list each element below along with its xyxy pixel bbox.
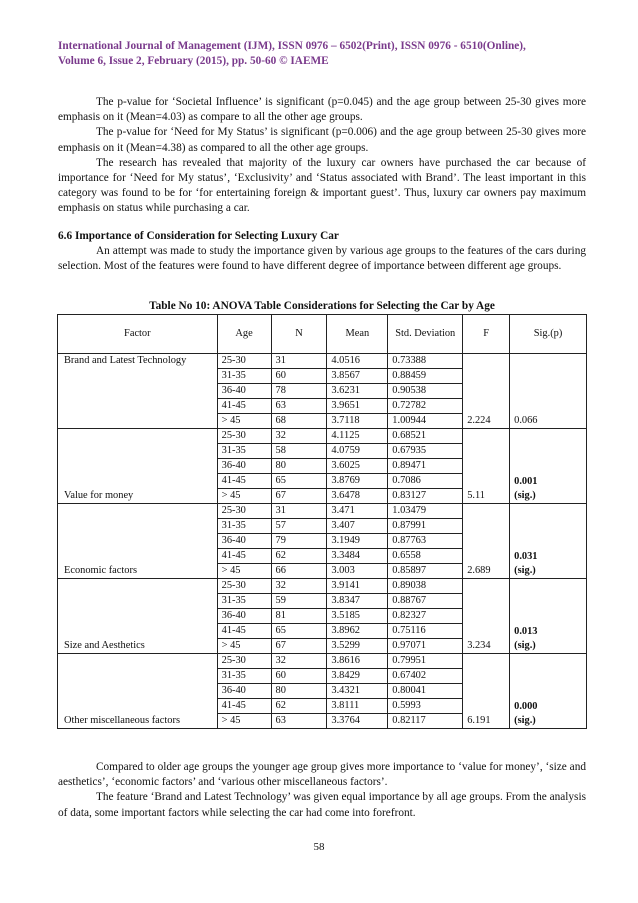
age-cell: 36-40 [217, 459, 271, 474]
n-cell: 62 [271, 699, 327, 714]
n-cell: 79 [271, 534, 327, 549]
sd-cell: 0.87763 [388, 534, 463, 549]
n-cell: 66 [271, 564, 327, 579]
mean-cell: 3.3484 [327, 549, 388, 564]
sig-value: 0.066 [514, 415, 538, 426]
header-age: Age [217, 315, 271, 354]
n-cell: 31 [271, 354, 327, 369]
header-mean: Mean [327, 315, 388, 354]
n-cell: 80 [271, 459, 327, 474]
age-cell: 41-45 [217, 399, 271, 414]
factor-cell: Economic factors [58, 504, 218, 579]
n-cell: 65 [271, 624, 327, 639]
sd-cell: 1.03479 [388, 504, 463, 519]
mean-cell: 3.4321 [327, 684, 388, 699]
f-value-cell: 2.224 [463, 354, 510, 429]
mean-cell: 3.8769 [327, 474, 388, 489]
sd-cell: 0.85897 [388, 564, 463, 579]
n-cell: 65 [271, 474, 327, 489]
n-cell: 32 [271, 579, 327, 594]
age-cell: 41-45 [217, 474, 271, 489]
age-cell: 36-40 [217, 609, 271, 624]
sd-cell: 0.68521 [388, 429, 463, 444]
factor-cell: Size and Aesthetics [58, 579, 218, 654]
age-cell: 31-35 [217, 669, 271, 684]
age-cell: 41-45 [217, 549, 271, 564]
paragraph-brand-technology: The feature ‘Brand and Latest Technology’ was given equal importance by all age groups. From the analysis of data, some important factors while selecting the car had come into forefront. [58, 791, 586, 819]
section-6-6 [58, 229, 586, 275]
sd-cell: 0.67935 [388, 444, 463, 459]
age-cell: 25-30 [217, 654, 271, 669]
age-cell: > 45 [217, 489, 271, 504]
sig-cell [510, 429, 587, 504]
sd-cell: 0.83127 [388, 489, 463, 504]
n-cell: 60 [271, 369, 327, 384]
table-row [58, 504, 587, 519]
sig-value: 0.031 [514, 551, 538, 562]
n-cell: 80 [271, 684, 327, 699]
sd-cell: 0.73388 [388, 354, 463, 369]
sd-cell: 1.00944 [388, 414, 463, 429]
age-cell: 41-45 [217, 624, 271, 639]
mean-cell: 3.407 [327, 519, 388, 534]
f-value-cell: 5.11 [463, 429, 510, 504]
sd-cell: 0.90538 [388, 384, 463, 399]
paragraph-younger-groups: Compared to older age groups the younger age group gives more importance to ‘value for money’, ‘size and aesthetics’, ‘economic factors’ and ‘various other miscellaneous factors’. [58, 761, 586, 789]
mean-cell: 3.003 [327, 564, 388, 579]
section-paragraph: An attempt was made to study the importance given by various age groups to the features of the cars during selection. Most of the features were found to have different degree of importance between different age groups. [58, 245, 586, 273]
sd-cell: 0.6558 [388, 549, 463, 564]
sd-cell: 0.79951 [388, 654, 463, 669]
anova-table-body [58, 354, 587, 729]
sd-cell: 0.88459 [388, 369, 463, 384]
sig-note: (sig.) [514, 565, 536, 576]
age-cell: 25-30 [217, 504, 271, 519]
n-cell: 32 [271, 654, 327, 669]
n-cell: 32 [271, 429, 327, 444]
n-cell: 67 [271, 489, 327, 504]
page-number: 58 [313, 841, 325, 853]
sd-cell: 0.97071 [388, 639, 463, 654]
mean-cell: 4.1125 [327, 429, 388, 444]
journal-header-line-1: International Journal of Management (IJM), ISSN 0976 – 6502(Print), ISSN 0976 - 6510(Online), [58, 40, 526, 52]
mean-cell: 3.7118 [327, 414, 388, 429]
header-f: F [463, 315, 510, 354]
n-cell: 62 [271, 549, 327, 564]
factor-cell: Other miscellaneous factors [58, 654, 218, 729]
age-cell: 36-40 [217, 384, 271, 399]
mean-cell: 3.1949 [327, 534, 388, 549]
sd-cell: 0.80041 [388, 684, 463, 699]
anova-table [57, 314, 587, 729]
n-cell: 63 [271, 714, 327, 729]
table-header-row [58, 315, 587, 354]
sig-note: (sig.) [514, 715, 536, 726]
age-cell: > 45 [217, 564, 271, 579]
age-cell: 25-30 [217, 579, 271, 594]
n-cell: 68 [271, 414, 327, 429]
age-cell: 25-30 [217, 429, 271, 444]
mean-cell: 3.8962 [327, 624, 388, 639]
sd-cell: 0.75116 [388, 624, 463, 639]
sd-cell: 0.82117 [388, 714, 463, 729]
sig-value: 0.013 [514, 626, 538, 637]
age-cell: 36-40 [217, 534, 271, 549]
age-cell: > 45 [217, 714, 271, 729]
age-cell: 31-35 [217, 369, 271, 384]
mean-cell: 3.8111 [327, 699, 388, 714]
n-cell: 63 [271, 399, 327, 414]
table-row [58, 429, 587, 444]
header-std-deviation: Std. Deviation [388, 315, 463, 354]
journal-header [58, 39, 586, 69]
age-cell: 41-45 [217, 699, 271, 714]
mean-cell: 3.5185 [327, 609, 388, 624]
sd-cell: 0.7086 [388, 474, 463, 489]
mean-cell: 3.6231 [327, 384, 388, 399]
sig-cell [510, 654, 587, 729]
n-cell: 58 [271, 444, 327, 459]
mean-cell: 3.6478 [327, 489, 388, 504]
mean-cell: 3.8616 [327, 654, 388, 669]
sd-cell: 0.67402 [388, 669, 463, 684]
header-factor: Factor [58, 315, 218, 354]
mean-cell: 4.0759 [327, 444, 388, 459]
factor-cell: Brand and Latest Technology [58, 354, 218, 429]
paragraph-societal-influence: The p-value for ‘Societal Influence’ is significant (p=0.045) and the age group between 25-30 gives more emphasis on it (Mean=4.03) as compare to all the other age groups. [58, 96, 586, 124]
n-cell: 60 [271, 669, 327, 684]
n-cell: 59 [271, 594, 327, 609]
mean-cell: 3.8347 [327, 594, 388, 609]
age-cell: 36-40 [217, 684, 271, 699]
sig-cell [510, 504, 587, 579]
section-heading: 6.6 Importance of Consideration for Selecting Luxury Car [58, 230, 339, 242]
sd-cell: 0.5993 [388, 699, 463, 714]
sig-cell [510, 579, 587, 654]
sd-cell: 0.89471 [388, 459, 463, 474]
table-caption: Table No 10: ANOVA Table Considerations for Selecting the Car by Age [149, 300, 495, 312]
sd-cell: 0.87991 [388, 519, 463, 534]
sig-value: 0.000 [514, 701, 538, 712]
age-cell: 31-35 [217, 594, 271, 609]
table-row [58, 579, 587, 594]
intro-text [58, 95, 586, 217]
mean-cell: 3.6025 [327, 459, 388, 474]
n-cell: 67 [271, 639, 327, 654]
table-row [58, 354, 587, 369]
factor-cell: Value for money [58, 429, 218, 504]
age-cell: > 45 [217, 639, 271, 654]
f-value-cell: 3.234 [463, 579, 510, 654]
n-cell: 78 [271, 384, 327, 399]
mean-cell: 3.8567 [327, 369, 388, 384]
age-cell: 31-35 [217, 444, 271, 459]
sig-note: (sig.) [514, 490, 536, 501]
age-cell: > 45 [217, 414, 271, 429]
age-cell: 31-35 [217, 519, 271, 534]
mean-cell: 3.9141 [327, 579, 388, 594]
sd-cell: 0.89038 [388, 579, 463, 594]
sd-cell: 0.72782 [388, 399, 463, 414]
header-sig: Sig.(p) [510, 315, 587, 354]
f-value-cell: 2.689 [463, 504, 510, 579]
closing-text [58, 760, 586, 821]
paragraph-research-findings: The research has revealed that majority of the luxury car owners have purchased the car because of importance for ‘Need for My status’, ‘Exclusivity’ and ‘Status associated with Brand’. The least important in this category was found to be for ‘for entertaining foreign & important guest’. Thus, luxury car owners pay maximum emphasis on status while purchasing a car. [58, 156, 586, 215]
mean-cell: 3.5299 [327, 639, 388, 654]
n-cell: 81 [271, 609, 327, 624]
table-row [58, 654, 587, 669]
age-cell: 25-30 [217, 354, 271, 369]
mean-cell: 3.3764 [327, 714, 388, 729]
n-cell: 31 [271, 504, 327, 519]
mean-cell: 3.9651 [327, 399, 388, 414]
sig-cell [510, 354, 587, 429]
sig-note: (sig.) [514, 640, 536, 651]
paragraph-need-for-status: The p-value for ‘Need for My Status’ is significant (p=0.006) and the age group between 25-30 gives more emphasis on it (Mean=4.38) as compared to all the other age groups. [58, 126, 586, 154]
sd-cell: 0.82327 [388, 609, 463, 624]
sig-value: 0.001 [514, 476, 538, 487]
sd-cell: 0.88767 [388, 594, 463, 609]
header-n: N [271, 315, 327, 354]
journal-header-line-2: Volume 6, Issue 2, February (2015), pp. 50-60 © IAEME [58, 55, 329, 67]
mean-cell: 4.0516 [327, 354, 388, 369]
mean-cell: 3.471 [327, 504, 388, 519]
n-cell: 57 [271, 519, 327, 534]
f-value-cell: 6.191 [463, 654, 510, 729]
mean-cell: 3.8429 [327, 669, 388, 684]
